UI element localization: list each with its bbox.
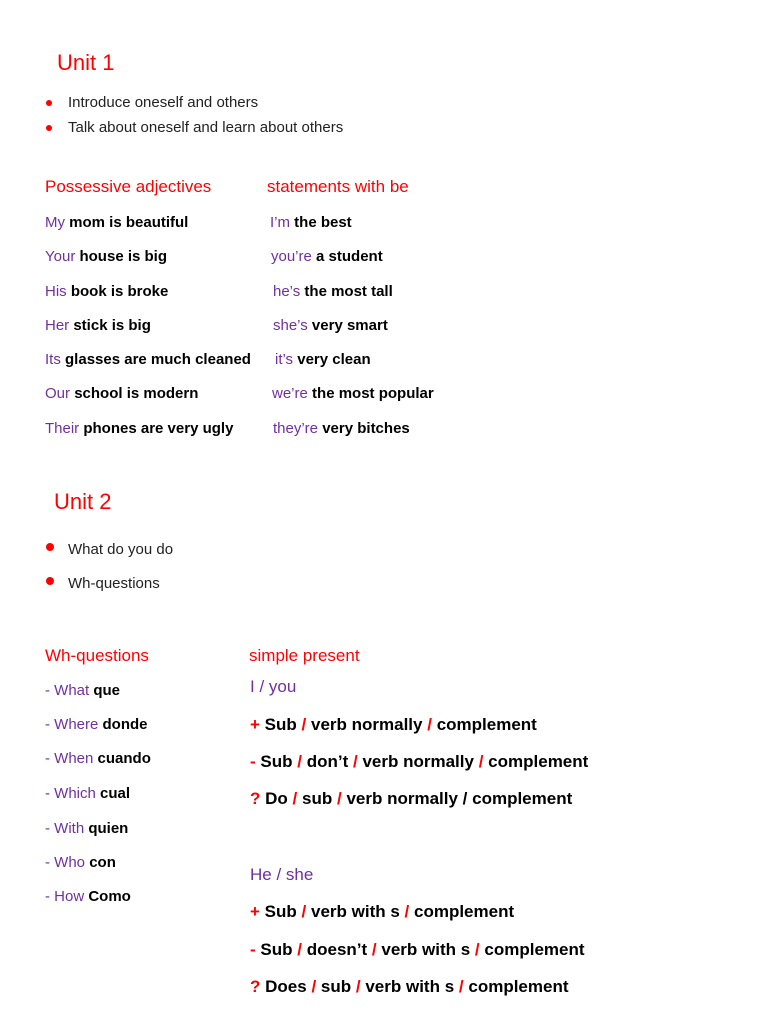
unit-2-title: Unit 2 [54,489,112,514]
he-she-negative-formula: - Sub / doesn’t / verb with s / complement [250,940,585,959]
wh-question-row: - How Como [45,888,131,905]
be-statement-row: he’s the most tall [273,283,393,300]
i-you-label: I / you [250,677,297,696]
be-statement-row: we’re the most popular [272,385,434,402]
unit-1-title: Unit 1 [57,50,115,75]
i-you-affirmative-formula: + Sub / verb normally / complement [250,715,537,734]
simple-present-heading: simple present [249,646,360,665]
wh-questions-heading: Wh-questions [45,646,149,665]
be-statement-row: she’s very smart [273,317,388,334]
wh-question-row: - Which cual [45,785,131,802]
i-you-question-formula: ? Do / sub / verb normally / complement [250,789,573,808]
be-statement-row: I’m the best [270,214,352,231]
he-she-label: He / she [250,865,314,884]
wh-question-row: - Where donde [45,716,148,733]
bullet-dot [46,125,52,131]
be-statement-row: you’re a student [271,248,383,265]
he-she-question-formula: ? Does / sub / verb with s / complement [250,977,569,996]
wh-question-row: - With quien [45,820,129,837]
wh-question-row: - What que [45,682,121,699]
bullet-dot [46,100,52,106]
possessive-row: Your house is big [45,248,167,265]
possessive-row: Her stick is big [45,317,151,334]
possessive-row: Our school is modern [45,385,199,402]
unit-2-bullet-1: What do you do [68,541,174,558]
bullet-dot [46,543,54,551]
unit-2-bullet-2: Wh-questions [68,575,160,592]
unit-1-bullet-1: Introduce oneself and others [68,94,259,111]
possessive-row: My mom is beautiful [45,214,189,231]
wh-question-row: - Who con [45,854,116,871]
possessive-row: His book is broke [45,283,169,300]
possessive-adjectives-heading: Possessive adjectives [45,177,212,196]
possessive-row: Their phones are very ugly [45,420,234,437]
possessive-row: Its glasses are much cleaned [45,351,251,368]
bullet-dot [46,577,54,585]
wh-question-row: - When cuando [45,750,151,767]
unit-1-bullet-2: Talk about oneself and learn about others [68,119,344,136]
be-statement-row: it’s very clean [275,351,371,368]
be-statement-row: they’re very bitches [273,420,410,437]
i-you-negative-formula: - Sub / don’t / verb normally / complement [250,752,589,771]
he-she-affirmative-formula: + Sub / verb with s / complement [250,902,515,921]
statements-with-be-heading: statements with be [267,177,409,196]
